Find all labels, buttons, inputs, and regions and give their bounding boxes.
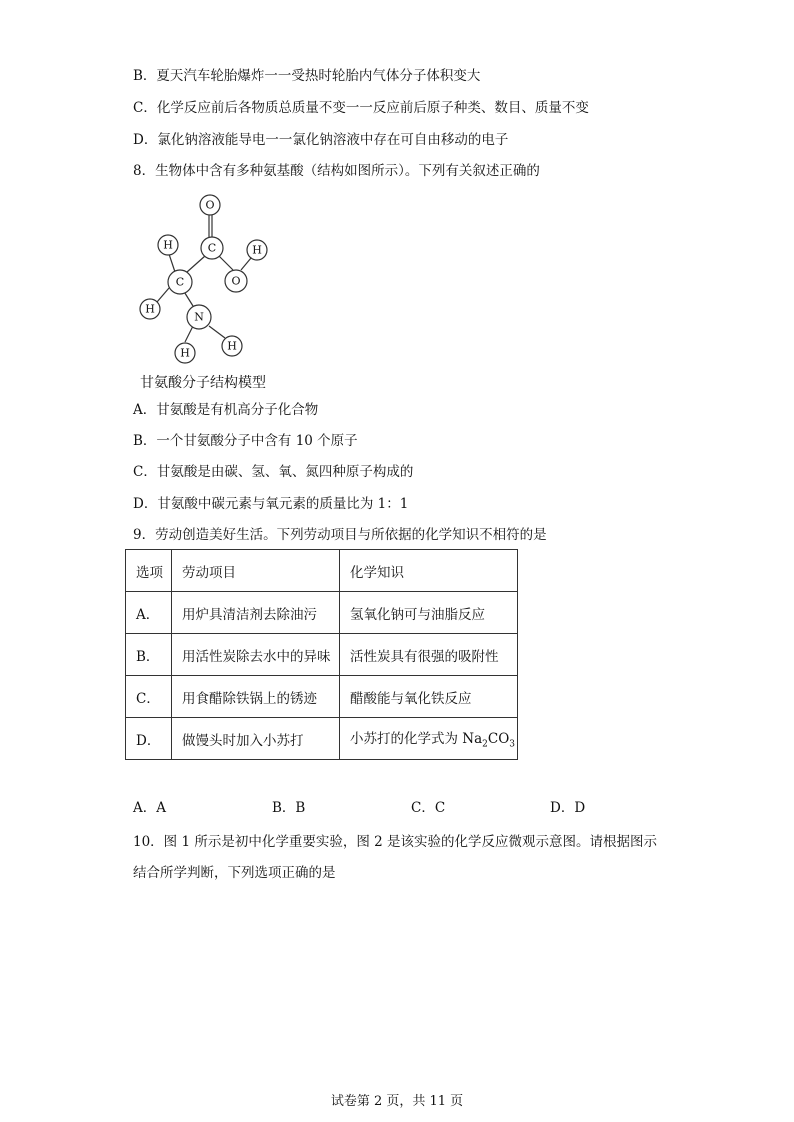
question-8: 8．生物体中含有多种氨基酸（结构如图所示）。下列有关叙述正确的 [133, 163, 540, 179]
header-cell: 化学知识 [340, 550, 518, 592]
table-row [126, 634, 518, 676]
formula-subscript: 3 [509, 739, 516, 750]
formula-subscript: 2 [482, 739, 488, 750]
page-footer: 试卷第 2 页，共 11 页 [330, 1094, 464, 1109]
formula-mid: CO [487, 731, 510, 748]
formula-prefix: 小苏打的化学式为 Na [350, 731, 483, 748]
atom-label: C [207, 241, 217, 255]
q8-option-d: D．甘氨酸中碳元素与氧元素的质量比为 1：1 [133, 496, 409, 512]
knowledge-cell: 醋酸能与氧化铁反应 [340, 676, 518, 718]
q7-option-b: B．夏天汽车轮胎爆炸一一受热时轮胎内气体分子体积变大 [133, 68, 481, 84]
item-cell: 做馒头时加入小苏打 [172, 718, 340, 760]
q8-option-b: B．一个甘氨酸分子中含有 10 个原子 [133, 433, 358, 449]
labor-knowledge-table [125, 549, 518, 760]
question-10-line-1: 10．图 1 所示是初中化学重要实验，图 2 是该实验的化学反应微观示意图。请根据图示 [133, 834, 658, 850]
option-cell: A． [126, 592, 172, 634]
option-cell: D． [126, 718, 172, 760]
header-cell: 选项 [126, 550, 172, 592]
table-row [126, 718, 518, 760]
table-row [126, 676, 518, 718]
answer-b: B．B [272, 800, 306, 816]
q8-option-a: A．甘氨酸是有机高分子化合物 [133, 402, 319, 418]
atom-label: H [227, 339, 237, 353]
option-cell: C． [126, 676, 172, 718]
molecule-caption: 甘氨酸分子结构模型 [140, 375, 266, 391]
q7-option-d: D．氯化钠溶液能导电一一氯化钠溶液中存在可自由移动的电子 [133, 132, 509, 148]
atom-label: H [180, 346, 190, 360]
option-cell: B． [126, 634, 172, 676]
atom-label: O [205, 198, 215, 212]
atom-label: N [194, 310, 204, 324]
atom-label: H [163, 238, 173, 252]
glycine-molecule-diagram [135, 190, 275, 365]
atom-label: C [175, 275, 185, 289]
item-cell: 用活性炭除去水中的异味 [172, 634, 340, 676]
header-cell: 劳动项目 [172, 550, 340, 592]
table-row [126, 592, 518, 634]
q7-option-c: C．化学反应前后各物质总质量不变一一反应前后原子种类、数目、质量不变 [133, 100, 589, 116]
atom-label: H [145, 302, 155, 316]
knowledge-cell: 活性炭具有很强的吸附性 [340, 634, 518, 676]
question-9: 9．劳动创造美好生活。下列劳动项目与所依据的化学知识不相符的是 [133, 527, 547, 543]
atom-label: O [231, 274, 241, 288]
answer-a: A．A [133, 800, 166, 816]
table-header-row [126, 550, 518, 592]
knowledge-cell: 氢氧化钠可与油脂反应 [340, 592, 518, 634]
q8-option-c: C．甘氨酸是由碳、氢、氧、氮四种原子构成的 [133, 464, 414, 480]
answer-c: C．C [411, 800, 446, 816]
item-cell: 用炉具清洁剂去除油污 [172, 592, 340, 634]
atom-label: H [252, 243, 262, 257]
question-10-line-2: 结合所学判断，下列选项正确的是 [133, 865, 336, 881]
knowledge-cell [340, 718, 518, 760]
answer-d: D．D [550, 800, 586, 816]
item-cell: 用食醋除铁锅上的锈迹 [172, 676, 340, 718]
